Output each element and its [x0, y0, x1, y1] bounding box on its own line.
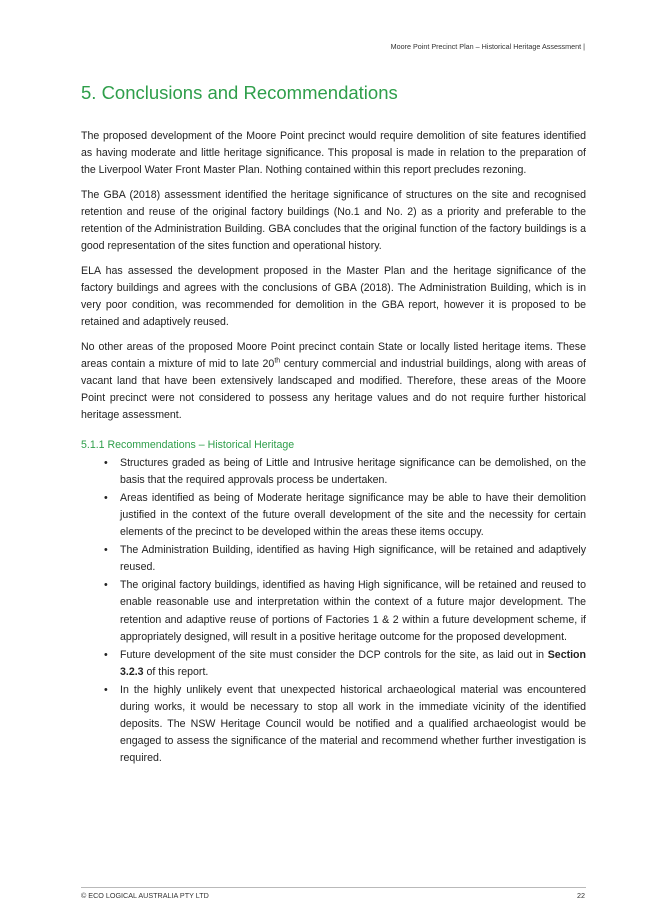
recommendation-6: In the highly unlikely event that unexpected historical archaeological material was encountered during works, it would be necessary to stop all work in the immediate vicinity of the identified deposits. The NSW Heritage Council would be notified and a qualified archaeologist would be engaged to assess the significance of the material and recommend whether further investigation is required.: [120, 683, 586, 765]
section-reference: Section 3.2.3: [120, 648, 586, 678]
recommendations-subheading: 5.1.1 Recommendations – Historical Heritage: [81, 439, 295, 451]
section-title: 5. Conclusions and Recommendations: [81, 82, 398, 103]
footer-divider: [81, 887, 586, 888]
list-item: [81, 490, 586, 542]
recommendation-4: The original factory buildings, identified as having High significance, will be retained and reused to enable reasonable use and interpretation within the context of a future major development. The retention and adaptive reuse of portions of Factories 1 & 2 within a future development scheme, if appropriately designed, will result in a positive heritage outcome for the proposed development.: [120, 579, 586, 643]
bullet-icon: •: [104, 579, 108, 592]
bullet-icon: •: [104, 492, 108, 504]
paragraph-3: ELA has assessed the development proposed in the Master Plan and the heritage significance of the factory buildings and agrees with the conclusions of GBA (2018). The Administration Building, which is in very poor condition, was recommended for demolition in the GBA report, however it is proposed to be retained and adaptively reused.: [81, 265, 586, 329]
document-body: [81, 128, 586, 768]
recommendation-3: The Administration Building, identified as having High significance, will be retained and adaptively reused.: [120, 544, 586, 574]
list-item: [81, 682, 586, 768]
bullet-icon: •: [104, 648, 108, 661]
list-item: [81, 577, 586, 646]
recommendation-5-text: Future development of the site must consider the DCP controls for the site, as laid out in: [120, 648, 548, 661]
paragraph-4-part-2: century commercial and industrial buildings, along with areas of vacant land that have been extensively landscaped and modified. Therefore, these areas of the Moore Point precinct were not considered to possess any heritage values and do not require further historical heritage assessment.: [81, 358, 587, 422]
bullet-icon: •: [104, 683, 108, 696]
recommendation-2: Areas identified as being of Moderate heritage significance may be able to have their demolition justified in the context of the future overall development of the site and the necessity for certain elements of the precinct to be developed within the areas these items occupy.: [120, 492, 586, 539]
paragraph-1: The proposed development of the Moore Point precinct would require demolition of site features identified as having moderate and little heritage significance. This proposal is made in relation to the preparation of the Liverpool Water Front Master Plan. Nothing contained within this report precludes rezoning.: [81, 130, 586, 176]
paragraph-2: The GBA (2018) assessment identified the heritage significance of structures on the site and recognised retention and reuse of the original factory buildings (No.1 and No. 2) as a priority and preferable to the retention of the Administration Building. GBA concludes that the original function of the factory buildings is a good representation of the sites function and operational history.: [81, 189, 586, 252]
recommendation-1: Structures graded as being of Little and Intrusive heritage significance can be demolished, on the basis that the required approvals process be undertaken.: [120, 457, 586, 487]
recommendation-5: [120, 649, 586, 678]
superscript-th: th: [274, 357, 281, 365]
bullet-icon: •: [104, 457, 108, 469]
paragraph-4-part-1: No other areas of the proposed Moore Point precinct contain State or locally listed heritage items. These areas contain a mixture of mid to late 20: [81, 341, 586, 371]
bullet-icon: •: [104, 544, 108, 557]
recommendation-5-tail: of this report.: [143, 665, 209, 678]
running-header: Moore Point Precinct Plan – Historical Heritage Assessment |: [390, 42, 585, 51]
recommendations-list: [81, 455, 586, 768]
list-item: [81, 455, 586, 489]
footer-copyright: © ECO LOGICAL AUSTRALIA PTY LTD: [81, 891, 209, 900]
paragraph-4: [81, 339, 586, 424]
list-item: [81, 647, 586, 681]
list-item: [81, 542, 586, 576]
page-number: 22: [577, 891, 585, 900]
